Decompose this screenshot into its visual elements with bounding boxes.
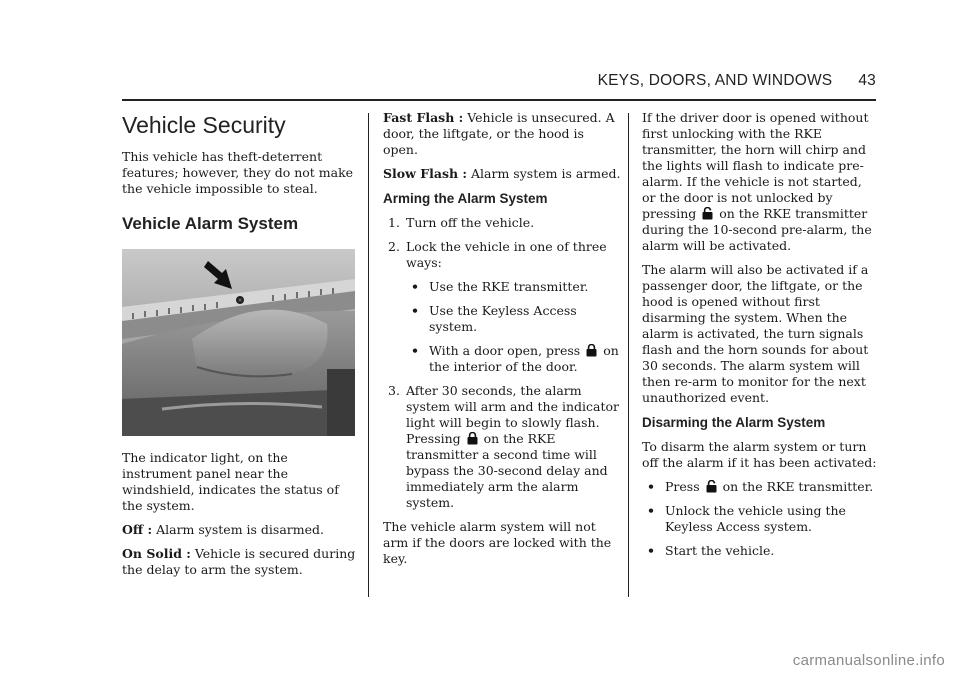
list-item [406,343,621,375]
status-off [122,522,358,538]
step-number: 1. [388,215,400,230]
list-item [383,239,621,375]
method-text: With a door open, press [429,343,581,358]
arming-steps [383,215,621,511]
disarming-methods [642,479,878,559]
pre-alarm-text: If the driver door is opened without first unlocking with the RKE transmitter, the horn will chirp and the lights will flash to indicate pre-alarm. If the vehicle is not started, or the door is not unlocked by pressing [642,110,869,221]
column-2 [383,110,621,575]
vehicle-alarm-heading: Vehicle Alarm System [122,214,299,233]
page-number: 43 [858,72,876,89]
status-off-text: Alarm system is disarmed. [156,522,324,537]
arming-methods [406,279,621,375]
method-text: Use the RKE transmitter. [429,279,589,294]
page-title: Vehicle Security [122,112,286,138]
list-item [406,303,621,335]
step-text-cont: on the RKE transmitter a second time will bypass the 30-second delay and immediately arm the alarm system. [406,431,608,510]
list-item [642,479,878,495]
bullet: • [411,303,419,318]
watermark: carmanualsonline.info [792,652,945,669]
bullet: • [647,503,655,518]
list-item [642,543,878,559]
column-divider-2 [628,113,629,597]
column-3 [642,110,878,567]
list-item [383,383,621,511]
method-text-cont: on the RKE transmitter. [722,479,874,494]
step-text: Turn off the vehicle. [406,215,535,230]
step-text: Lock the vehicle in one of three ways: [406,239,607,270]
intro-paragraph: This vehicle has theft-deterrent features; however, they do not make the vehicle impossible to steal. [122,149,354,196]
lock-icon [586,344,597,357]
bullet: • [411,279,419,294]
arming-heading: Arming the Alarm System [383,191,548,206]
bullet: • [411,343,419,358]
alarm-activation-paragraph: The alarm will also be activated if a passenger door, the liftgate, or the hood is opened without first disarming the system. When the alarm is activated, the turn signals flash and the horn sounds for about 30 seconds. The alarm system will then re-arm to monitor for the next unauthorized event. [642,262,869,405]
status-on-solid-term: On Solid : [122,546,191,561]
method-text: Use the Keyless Access system. [429,303,577,334]
step-number: 2. [388,239,400,254]
method-text: Press [665,479,700,494]
lock-icon [467,432,478,445]
list-item [642,503,878,535]
header-rule [122,99,876,101]
status-on-solid [122,546,358,578]
list-item [383,215,621,231]
status-fast-flash-term: Fast Flash : [383,110,464,125]
disarming-heading: Disarming the Alarm System [642,415,826,430]
section-title: KEYS, DOORS, AND WINDOWS [597,72,833,89]
method-text: Unlock the vehicle using the Keyless Access system. [665,503,846,534]
status-slow-flash-text: Alarm system is armed. [471,166,621,181]
indicator-light-photo [122,249,355,436]
key-lock-note: The vehicle alarm system will not arm if the doors are locked with the key. [383,519,612,566]
status-slow-flash [383,166,621,182]
unlock-icon [702,207,713,220]
step-number: 3. [388,383,400,398]
bullet: • [647,543,655,558]
step-text: After 30 seconds, the alarm system will arm and the indicator light will begin to slowly flash. Pressing [406,383,620,446]
list-item [406,279,621,295]
unlock-icon [706,480,717,493]
pre-alarm-text-cont: on the RKE transmitter during the 10-second pre-alarm, the alarm will be activated. [642,206,872,253]
status-off-term: Off : [122,522,153,537]
running-head [560,72,876,90]
column-divider-1 [368,113,369,597]
method-text-cont: on the interior of the door. [429,343,619,374]
status-fast-flash [383,110,621,158]
pre-alarm-paragraph [642,110,878,254]
status-fast-flash-text: Vehicle is unsecured. A door, the liftgate, or the hood is open. [383,110,615,157]
indicator-description: The indicator light, on the instrument panel near the windshield, indicates the status of the system. [122,450,339,513]
disarming-intro: To disarm the alarm system or turn off the alarm if it has been activated: [642,439,877,470]
bullet: • [647,479,655,494]
status-on-solid-text: Vehicle is secured during the delay to arm the system. [122,546,356,577]
status-slow-flash-term: Slow Flash : [383,166,468,181]
column-1 [122,110,358,586]
method-text: Start the vehicle. [665,543,775,558]
